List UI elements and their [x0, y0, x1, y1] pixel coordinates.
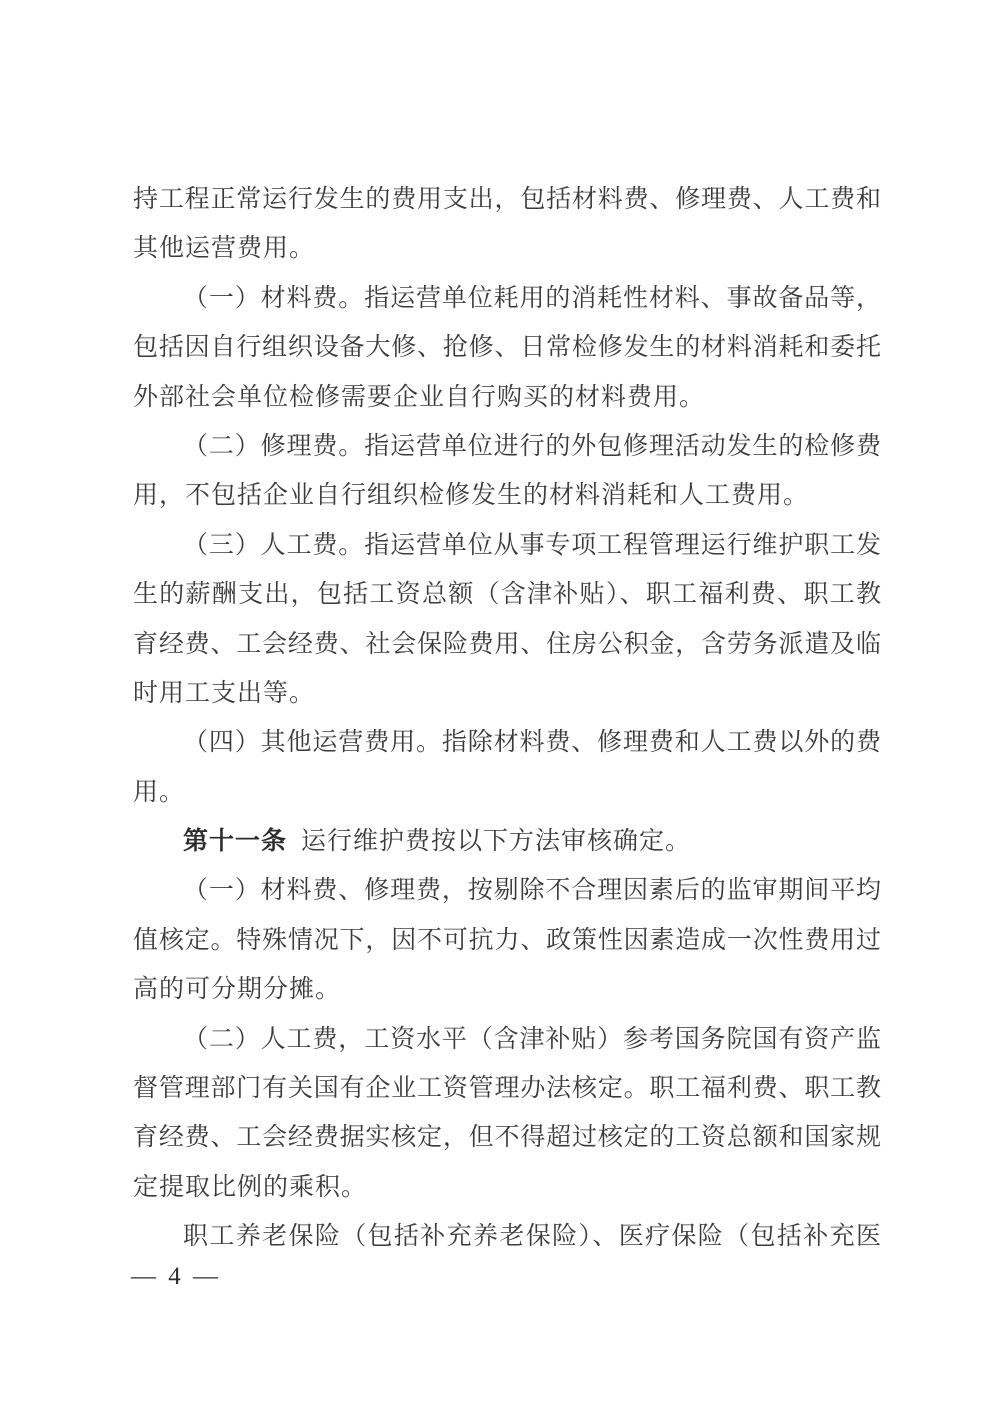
- text-line: 高的可分期分摊。: [133, 976, 342, 1004]
- text-line: （四）其他运营费用。指除材料费、修理费和人工费以外的费: [183, 729, 881, 757]
- paragraph: [133, 1212, 881, 1261]
- text-line: 其他运营费用。: [133, 235, 316, 263]
- text-line: 用。: [133, 778, 186, 806]
- page-number: — 4 —: [131, 1263, 221, 1290]
- text-line: （二）人工费，工资水平（含津补贴）参考国务院国有资产监: [183, 1025, 881, 1053]
- paragraph: [133, 521, 881, 719]
- text-line: 育经费、工会经费、社会保险费用、住房公积金，含劳务派遣及临: [133, 630, 881, 658]
- paragraph: [133, 175, 881, 274]
- text-line: （二）修理费。指运营单位进行的外包修理活动发生的检修费: [183, 432, 881, 460]
- paragraph: [133, 718, 881, 817]
- text-line: （一）材料费。指运营单位耗用的消耗性材料、事故备品等，: [183, 284, 881, 312]
- text-line: 职工养老保险（包括补充养老保险）、医疗保险（包括补充医: [183, 1223, 881, 1251]
- paragraph: [133, 1015, 881, 1213]
- text-line: （一）材料费、修理费，按剔除不合理因素后的监审期间平均: [183, 877, 881, 905]
- text-line: 外部社会单位检修需要企业自行购买的材料费用。: [133, 383, 706, 411]
- article-number: 第十一条: [183, 828, 288, 856]
- text-line: 督管理部门有关国有企业工资管理办法核定。职工福利费、职工教: [133, 1075, 881, 1103]
- text-line: 值核定。特殊情况下，因不可抗力、政策性因素造成一次性费用过: [133, 926, 881, 954]
- text-line: 持工程正常运行发生的费用支出，包括材料费、修理费、人工费和: [133, 186, 881, 213]
- text-line: 时用工支出等。: [133, 679, 316, 707]
- paragraph: [133, 866, 881, 1014]
- article-text: 运行维护费按以下方法审核确定。: [301, 828, 692, 856]
- text-line: 用，不包括企业自行组织检修发生的材料消耗和人工费用。: [133, 482, 810, 510]
- text-line: 育经费、工会经费据实核定，但不得超过核定的工资总额和国家规: [133, 1124, 881, 1152]
- article-heading: [133, 817, 881, 866]
- paragraph: [133, 274, 881, 422]
- document-body: [133, 175, 881, 1262]
- text-line: 定提取比例的乘积。: [133, 1173, 368, 1201]
- text-line: 生的薪酬支出，包括工资总额（含津补贴）、职工福利费、职工教: [133, 581, 881, 609]
- text-line: 包括因自行组织设备大修、抢修、日常检修发生的材料消耗和委托: [133, 334, 881, 362]
- paragraph: [133, 422, 881, 521]
- text-line: [133, 817, 881, 866]
- text-line: （三）人工费。指运营单位从事专项工程管理运行维护职工发: [183, 531, 881, 559]
